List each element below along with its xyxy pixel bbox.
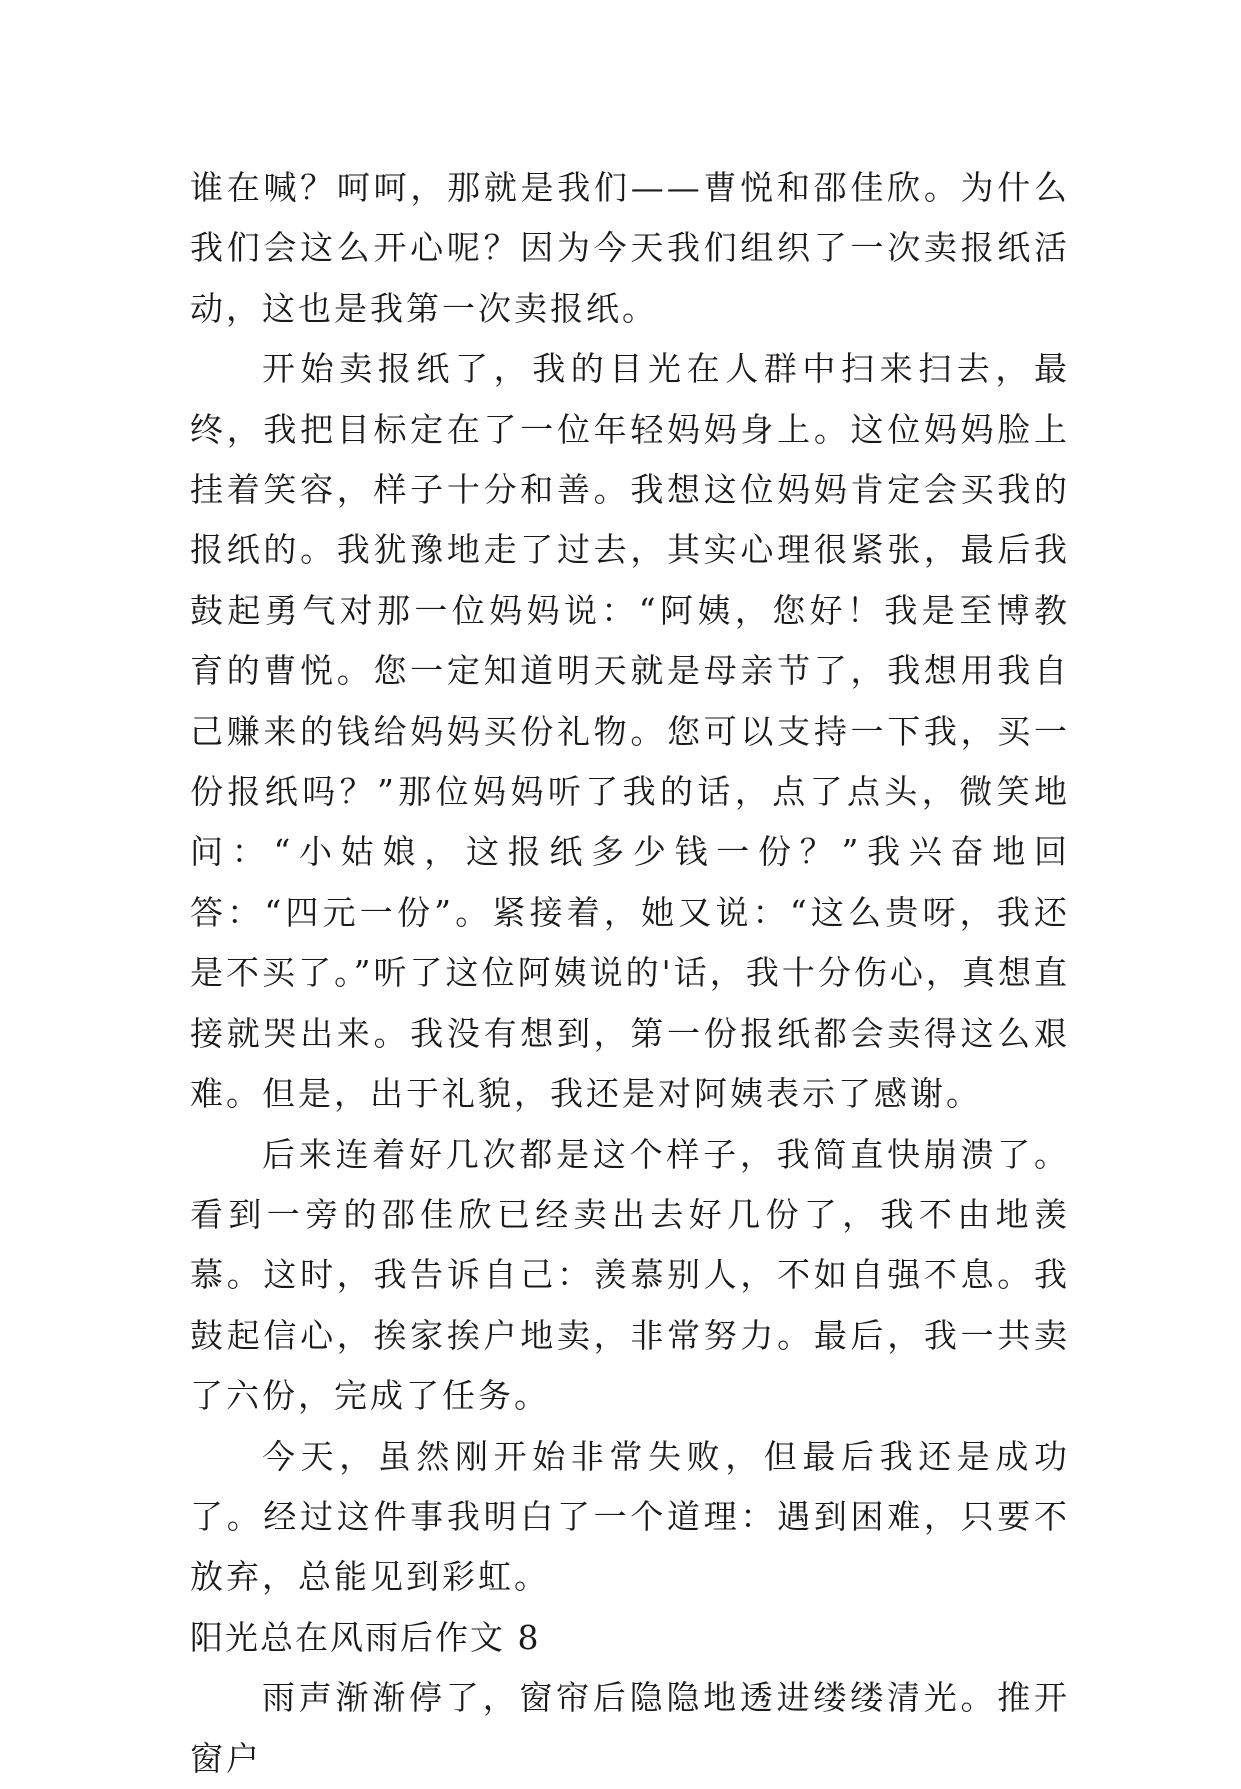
- paragraph-2: 开始卖报纸了，我的目光在人群中扫来扫去，最终，我把目标定在了一位年轻妈妈身上。这位妈妈脸上挂着笑容，样子十分和善。我想这位妈妈肯定会买我的报纸的。我犹豫地走了过去，其实心理很紧张，最后我鼓起勇气对那一位妈妈说：“阿姨，您好！我是至博教育的曹悦。您一定知道明天就是母亲节了，我想用我自己赚来的钱给妈妈买份礼物。您可以支持一下我，买一份报纸吗？”那位妈妈听了我的话，点了点头，微笑地问：“小姑娘，这报纸多少钱一份？”我兴奋地回答：“四元一份”。紧接着，她又说：“这么贵呀，我还是不买了。”听了这位阿姨说的'话，我十分伤心，真想直接就哭出来。我没有想到，第一份报纸都会卖得这么艰难。但是，出于礼貌，我还是对阿姨表示了感谢。: [190, 349, 1070, 1114]
- paragraph-1: 谁在喊？呵呵，那就是我们——曹悦和邵佳欣。为什么我们会这么开心呢？因为今天我们组织了一次卖报纸活动，这也是我第一次卖报纸。: [190, 168, 1070, 328]
- section-heading: 阳光总在风雨后作文 8: [190, 1617, 541, 1657]
- paragraph-4: 今天，虽然刚开始非常失败，但最后我还是成功了。经过这件事我明白了一个道理：遇到困难，只要不放弃，总能见到彩虹。: [190, 1436, 1070, 1597]
- paragraph-5: 雨声渐渐停了，窗帘后隐隐地透进缕缕清光。推开窗户: [190, 1678, 1070, 1778]
- document-body: [190, 158, 1070, 1789]
- paragraph-3: 后来连着好几次都是这个样子，我简直快崩溃了。看到一旁的邵佳欣已经卖出去好几份了，我不由地羡慕。这时，我告诉自己：羡慕别人，不如自强不息。我鼓起信心，挨家挨户地卖，非常努力。最后，我一共卖了六份，完成了任务。: [190, 1134, 1070, 1416]
